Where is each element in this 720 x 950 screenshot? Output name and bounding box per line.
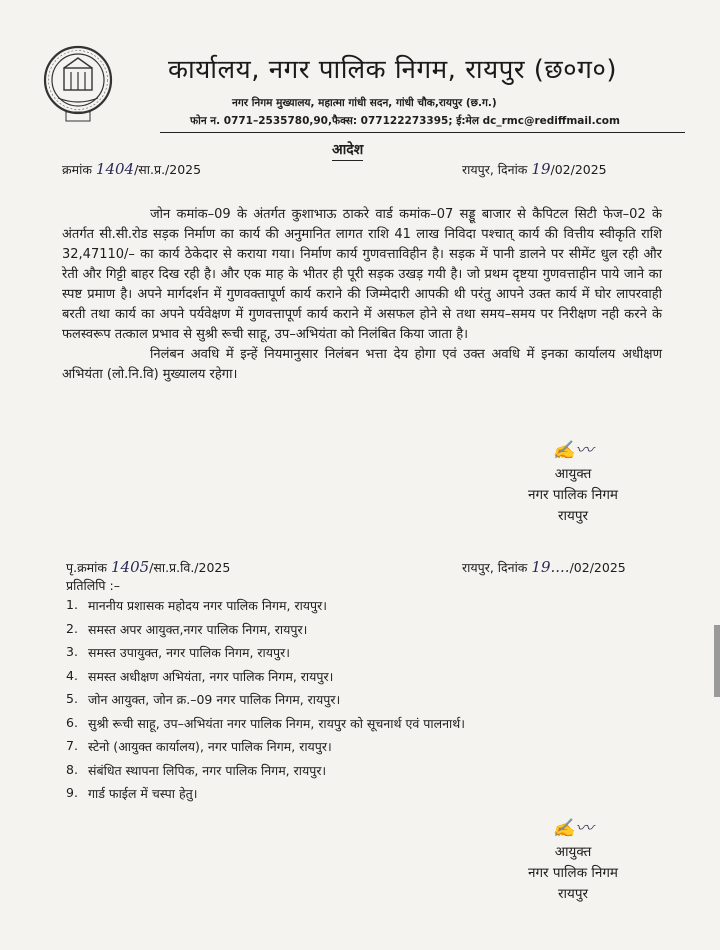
list-item: 2. समस्त अपर आयुक्त,नगर पालिक निगम, रायपुर। (66, 620, 308, 637)
endorsement-ref-suffix: /सा.प्र.वि./2025 (149, 560, 231, 575)
endorsement-ref-number: 1405 (110, 558, 150, 576)
municipal-seal-logo (42, 42, 114, 124)
order-date (462, 160, 607, 178)
copy-to-label: प्रतिलिपि :– (66, 578, 120, 593)
endorsement-date-day: 19.... (531, 558, 570, 576)
list-item: 1. माननीय प्रशासक महोदय नगर पालिक निगम, रायपुर। (66, 597, 328, 613)
office-contact: फोन न. 0771–2535780,90,फैक्स: 077122273395; ई:मेल dc_rmc@rediffmail.com (190, 115, 620, 127)
order-ref-number: 1404 (95, 160, 135, 178)
handwritten-signature-2: ✍〰 (552, 818, 594, 839)
order-date-suffix: /02/2025 (550, 162, 607, 177)
scan-edge-shadow (714, 625, 720, 697)
endorsement-date-suffix: /02/2025 (569, 560, 626, 575)
list-item: 7. स्टेनो (आयुक्त कार्यालय), नगर पालिक निगम, रायपुर। (66, 738, 332, 754)
endorsement-date (462, 558, 626, 576)
signatory-title: आयुक्त (554, 844, 592, 860)
signatory-city: रायपुर (557, 886, 589, 902)
order-date-day: 19 (531, 160, 551, 178)
endorsement-ref-prefix: पृ.क्रमांक (66, 560, 107, 575)
handwritten-signature-1: ✍〰 (552, 440, 594, 461)
list-item: 9. गार्ड फाईल में चस्पा हेतु। (66, 785, 198, 801)
order-heading: आदेश (332, 140, 363, 161)
list-item: 6. सुश्री रूची साहू, उप–अभियंता नगर पालिक निगम, रायपुर को सूचनार्थ एवं पालनार्थ। (66, 714, 465, 731)
list-item: 3. समस्त उपायुक्त, नगर पालिक निगम, रायपुर। (66, 644, 290, 660)
order-reference (62, 160, 201, 178)
signatory-city: रायपुर (557, 508, 589, 524)
header-divider (160, 132, 685, 133)
order-paragraph-1: जोन कमांक–09 के अंतर्गत कुशाभाऊ ठाकरे वार्ड कमांक–07 सड्डू बाजार से कैपिटल सिटी फेज–02 के अंतर्गत सी.सी.रोड सड़क निर्माण का कार्य की अनुमानित लागत राशि 41 लाख निविदा पश्चात् कार्य की वित्तीय स्वीकृति राशि 32,47110/– का कार्य ठेकेदार से कराया गया। निर्माण कार्य गुणवत्ताविहीन है। सड़क में पानी डालने पर सीमेंट धुल रही और रेती और गिट्टी बाहर दिख रही है। और एक माह के भीतर ही पूरी सड़क उखड़ गयी है। जो प्रथम दृष्टया गुणवत्ताहीन पाये जाने का स्पष्ट प्रमाण है। अपने मार्गदर्शन में गुणवक्तापूर्ण कार्य कराने की जिम्मेदारी आपकी थी परंतु आपने उक्त कार्य में घोर लापरवाही बरती तथा कार्य का अपने पर्यवेक्षण में गुणवत्तापूर्ण कार्य कराने में असफल होने से तथा समय–समय पर निरीक्षण नही करने के फलस्वरूप तत्काल प्रभाव से सुश्री रूची साहू, उप–अभियंता को निलंबित किया जाता है। (62, 207, 662, 342)
commissioner-signature-block-2 (498, 818, 648, 905)
signatory-title: आयुक्त (554, 466, 592, 482)
signatory-org: नगर पालिक निगम (527, 487, 619, 503)
commissioner-signature-block-1 (498, 440, 648, 527)
order-paragraph-2: निलंबन अवधि में इन्हें नियमानुसार निलंबन भत्ता देय होगा एवं उक्त अवधि में इनका कार्यालय अधीक्षण अभियंता (लो.नि.वि) मुख्यालय रहेगा। (62, 347, 662, 382)
endorsement-reference (66, 558, 230, 576)
copy-to-list (66, 597, 686, 809)
list-item: 4. समस्त अधीक्षण अभियंता, नगर पालिक निगम, रायपुर। (66, 667, 334, 684)
list-item: 5. जोन आयुक्त, जोन क्र.–09 नगर पालिक निगम, रायपुर। (66, 691, 341, 707)
order-body (62, 205, 662, 385)
order-date-prefix: रायपुर, दिनांक (462, 162, 528, 177)
signatory-org: नगर पालिक निगम (527, 865, 619, 881)
order-ref-prefix: क्रमांक (62, 162, 92, 177)
endorsement-date-prefix: रायपुर, दिनांक (462, 560, 528, 575)
office-address: नगर निगम मुख्यालय, महात्मा गांधी सदन, गांधी चौक,रायपुर (छ.ग.) (232, 97, 497, 109)
list-item: 8. संबंधित स्थापना लिपिक, नगर पालिक निगम, रायपुर। (66, 761, 327, 778)
order-ref-suffix: /सा.प्र./2025 (134, 162, 202, 177)
office-title: कार्यालय, नगर पालिक निगम, रायपुर (छ०ग०) (168, 55, 618, 85)
